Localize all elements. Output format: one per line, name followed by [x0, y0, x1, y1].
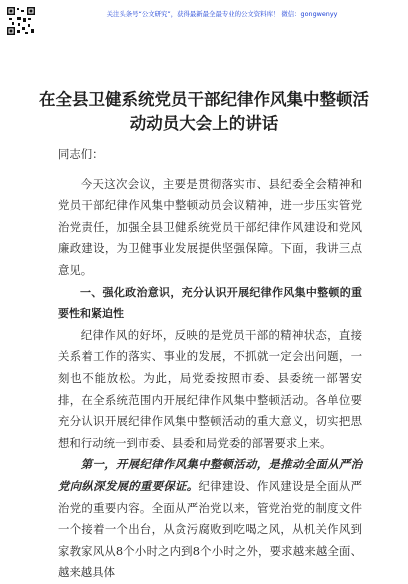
- page-title: [0, 88, 408, 136]
- paragraph-2: 纪律作风的好坏，反映的是党员干部的精神状态，直接关系着工作的落实、事业的发展，不抓就一定会出问题，一刻也不能放松。为此，局党委按照市委、县委统一部署安排，在全系统范围内开展纪律作风集中整顿活动。各单位要充分认识开展纪律作风集中整顿活动的重大意义，切实把思想和行动统一到市委、县委和局党委的部署要求上来。: [58, 327, 362, 450]
- greeting: 同志们：: [58, 147, 104, 161]
- section-heading-1: 一、强化政治意识，充分认识开展纪律作风集中整顿的重要性和紧迫性: [58, 285, 362, 321]
- header-banner: 关注头条号“公文研究”，获得最新最全最专业的公文资料库！ 微信：gongwenyy: [106, 10, 338, 18]
- document-body: [58, 144, 362, 584]
- title-line-1: 在全县卫健系统党员干部纪律作风集中整顿活: [39, 90, 369, 109]
- title-line-2: 动动员大会上的讲话: [129, 114, 279, 133]
- paragraph-1: 今天这次会议，主要是贯彻落实市、县纪委全会精神和党员干部纪律作风集中整顿动员会议精神，进一步压实管党治党责任，加强全县卫健系统党员干部纪律作风建设和党风廉政建设，为卫健事业发展提供坚强保障。下面，我讲三点意见。: [58, 176, 362, 277]
- subsection-heading-1: 第一，开展纪律作风集中整顿活动，是推动全面从严治党向纵深发展的重要保证。: [58, 457, 362, 493]
- qr-code-icon: [6, 6, 36, 36]
- paragraph-3: [58, 454, 362, 584]
- paragraph-3-text: 纪律建设、作风建设是全面从严治党的重要内容。全面从严治党以来，管党治党的制度文件一个接着一个出台，从贪污腐败到吃喝之风，从机关作风到家教家风从8个小时之内到8个小时之外，要求越来越全面、越来越具体: [58, 478, 362, 580]
